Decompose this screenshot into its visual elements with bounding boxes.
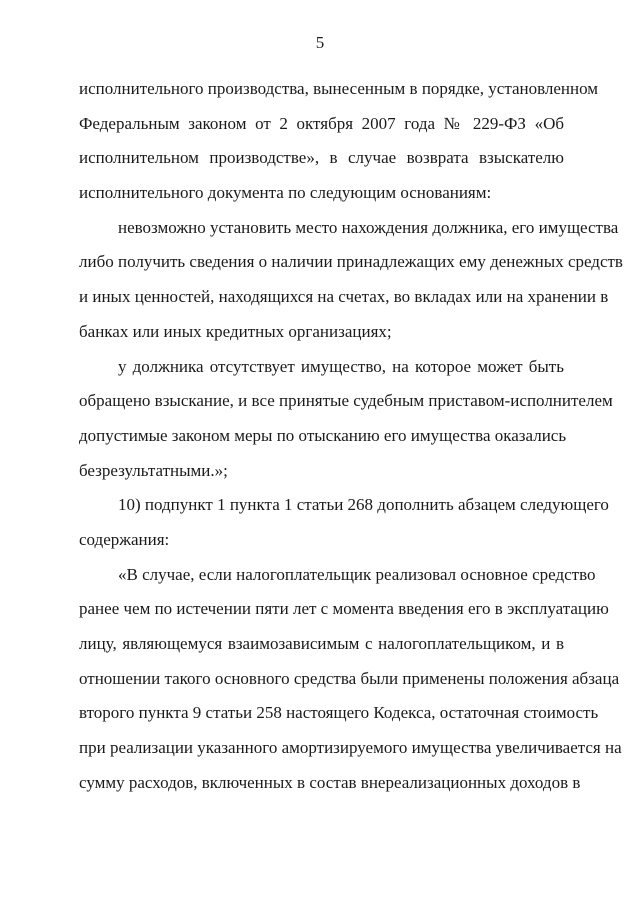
text-line: у должника отсутствует имущество, на которое может быть [118,356,564,376]
text-line: обращено взыскание, и все принятые судебным приставом-исполнителем [79,391,613,411]
paragraph [79,211,623,350]
text-line: при реализации указанного амортизируемого имущества увеличивается на [79,738,622,758]
text-line: «В случае, если налогоплательщик реализовал основное средство [118,564,596,584]
text-line: банках или иных кредитных организациях; [79,321,392,341]
text-line: невозможно установить место нахождения должника, его имущества [118,217,619,237]
text-line: либо получить сведения о наличии принадлежащих ему денежных средств [79,252,623,272]
paragraph [79,72,599,211]
text-line: 10) подпункт 1 пункта 1 статьи 268 дополнить абзацем следующего [118,495,609,515]
paragraph [79,350,613,489]
text-line: допустимые законом меры по отысканию его имущества оказались [79,425,567,445]
text-line: ранее чем по истечении пяти лет с момента введения его в эксплуатацию [79,599,609,619]
text-line: исполнительного производства, вынесенным в порядке, установленном [79,79,599,98]
document-body [79,72,623,800]
text-line: отношении такого основного средства были применены положения абзаца [79,668,620,688]
paragraph [79,488,609,557]
page-number: 5 [315,33,325,52]
text-line: лицу, являющемуся взаимозависимым с налогоплательщиком, и в [79,634,564,653]
text-line: исполнительном производстве», в случае возврата взыскателю [79,148,564,168]
text-line: второго пункта 9 статьи 258 настоящего Кодекса, остаточная стоимость [79,703,599,723]
text-line: сумму расходов, включенных в состав внереализационных доходов в [79,772,581,792]
paragraph [79,558,622,801]
text-line: исполнительного документа по следующим основаниям: [79,183,492,203]
text-line: Федеральным законом от 2 октября 2007 года № 229-ФЗ «Об [79,113,564,133]
text-line: безрезультатными.»; [79,460,228,480]
text-line: содержания: [79,529,170,549]
text-line: и иных ценностей, находящихся на счетах, во вкладах или на хранении в [79,287,609,307]
